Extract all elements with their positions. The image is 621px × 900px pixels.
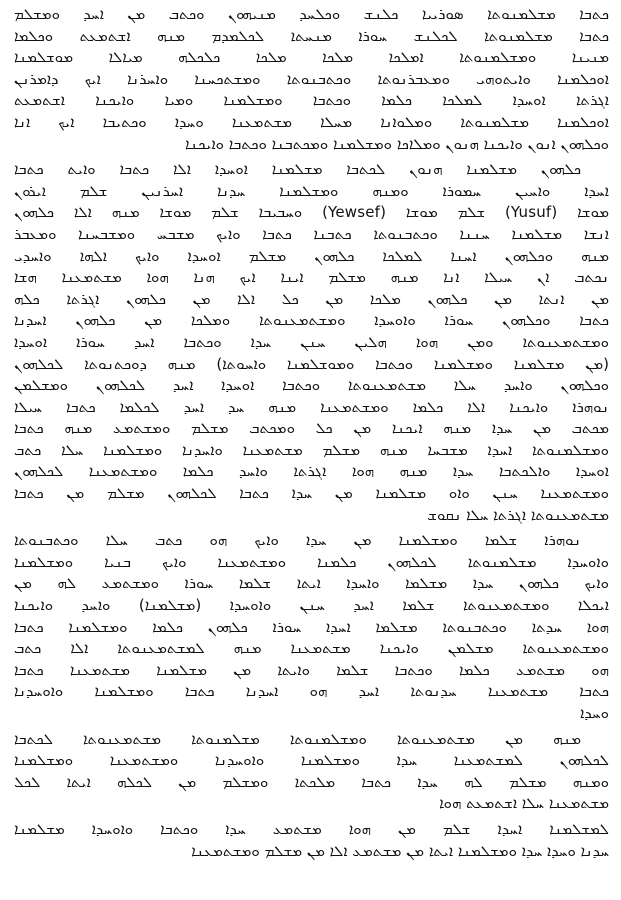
paragraph-3 — [14, 530, 609, 724]
text-line: ܗܘ ܡܫܬܡܥ ܟܠܡܐ ܘܟܬܒܐ ܫܠܡܐ ܘܐܝܬܐ ܡܢ ܡܫܠܡܢܐ ܡܫܬܡܥܢܐ ܟܬܒܐ — [14, 660, 609, 679]
text-line: ܐܝܟܠܐ ܘܡܫܬܡܥܢܘܬܐ ܫܠܡܐ ܐܚܕ ܚܢܢ ܘܐܘܚܕܐ (ܡܫܠܡܢܐ) ܘܐܚܕ ܘܐܝܟܢܐ — [14, 596, 609, 615]
text-line: ܘܡܫܬܡܥܢܐ ܚܢܢ ܘܐܘ ܡܫܠܡܢܐ ܡܢ ܚܕܐ ܟܬܒܐ ܠܟܠܗܘܢ ܡܫܠܡ ܡܢ ܟܬܒܐ — [14, 484, 609, 503]
text-line: ܘܚܕܐ — [580, 704, 609, 722]
text-line: ܐܘܚܕܐ ܘܐܠܟܬܒܐ ܚܕܐ ܡܢܗ ܗܘܐ ܐܓܪܬܐ ܘܐܚܕ ܟܠܡܐ ܘܡܫܬܡܥܢܐ ܠܟܠܗܘܢ — [14, 462, 609, 481]
text-line: ܚܕܢܐ ܘܚܕܐ ܚܕܐ ܘܡܫܠܡܢܐ ܐܝܬܐ ܡܢ ܡܫܬܡܥ ܐܠܐ ܡܢ ܡܫܠܡ ܘܡܫܬܡܥܢܐ — [191, 841, 609, 860]
text-line: ܟܬܒܐ ܡܫܠܡܢܘܬܐ ܠܟܠܢܫ ܚܘܪܐ ܡܢܚܬܐ ܠܟܠܡܕܡ ܡܢܗ ܐܫܬܡܥܬ ܘܟܠܡܐ — [14, 26, 609, 45]
text-line: ܟܬܒܐ ܘܟܠܗܘܢ ܚܘܪܐ ܘܐܘܚܕܐ ܘܡܫܬܡܥܢܘܬܐ ܘܡܠܟܐ ܡܢ ܟܠܗܘܢ ܐܚܕܢܐ — [14, 311, 609, 330]
text-line: ܐܘܟܠܡܢܐ ܡܫܠܡܢܘܬܐ ܘܡܠܘܐܢܐ ܡܚܠܐ ܡܫܬܡܥܢܐ ܘܚܕܐ ܘܟܬܝܒܐ ܐܝܟ ܐܢܐ — [14, 112, 609, 131]
text-line: ܟܬܒܐ ܡܫܠܡܢܘܬܐ ܣܘܪܝܝܐ ܟܠܢܫ ܘܟܠܚܕ ܡܢܝܗܘܢ ܘܟܬܒ ܡܢ ܐܚܕ ܘܡܫܠܡ — [14, 5, 609, 23]
text-line: ܢܟܬܒ ܐܢ ܚܝܠܐ ܐܢܐ ܡܢܗ ܡܫܠܡ ܐܝܢܐ ܐܝܟ ܗܢܐ ܗܘܐ ܡܫܬܡܥܢܐ ܗܫܐ — [14, 268, 609, 287]
text-line: ܘܟܠܗܘܢ ܐܢܘܢ ܘܐܝܟܢܐ ܗܢܘܢ ܘܡܠܐܟܐ ܘܡܫܠܡܢܐ ܘܡܟܬܒܢܐ ܘܟܬܒܐ ܘܐܝܟܢܐ — [184, 134, 609, 153]
text-line: ܟܠܗܘܢ ܡܫܠܡܢܐ ܗܢܘܢ ܠܟܬܒܐ ܡܫܠܡܢܐ ܐܘܚܕܐ ܐܠܐ ܟܬܒܐ ܘܐܝܬ ܟܬܒܐ — [14, 160, 581, 179]
text-line: ܡܢܝܢܐ ܘܡܫܠܡܢܘܬܐ ܐܡܠܟܐ ܡܠܟܐ ܡܠܟܐ ܟܠܟܠܗ ܡܝܐܠܐ ܡܘܫܠܡܢܐ — [14, 48, 609, 67]
text-line: ܟܬܒܐ ܡܫܬܡܥܢܐ ܚܕܢܘܬܐ ܐܚܕ ܗܘ ܐܚܕܢܐ ܟܬܒܐ ܘܡܫܠܡܢܐ ܘܐܘܚܕܢܐ — [14, 682, 609, 701]
paragraph-5 — [14, 819, 609, 862]
text-line: (ܡܢ ܡܫܠܡܢܐ ܘܡܫܠܡܢܐ ܘܟܬܒܐ ܘܡܘܫܠܡܢܐ ܘܐܚܘܬܐ) ܡܢܗ ܕܘܟܬܢܘܬܐ ܠܟܠܗܘܢ — [14, 354, 609, 373]
text-line: ܡܫܬܡܥܢܐ ܚܠܐ ܐܫܬܡܥܬ ܗܘܐ — [439, 794, 609, 813]
text-line: ܐܓܪܬܐ ܐܘܚܕܐ ܠܡܠܟܐ ܟܠܡܐ ܘܟܬܒܐ ܘܡܫܠܡܢܐ ܘܡܝܐ ܘܐܝܟܢܐ ܐܫܬܡܥܬ — [14, 91, 609, 110]
text-line: ܠܡܫܠܡܢܐ ܐܚܕܐ ܫܠܡ ܡܢ ܗܘܐ ܡܫܬܡܥ ܚܕܐ ܘܟܬܒܐ ܘܐܘܚܕܐ ܡܫܠܡܢܐ — [14, 819, 609, 838]
text-line: ܡܘܫܐ (Yusuf) ܫܠܡ ܡܘܫܐ (Yewsef) ܘܚܒܝܒܐ ܫܠܡ ܡܘܫܐ ܡܢܗ ܐܠܐ ܟܠܗܘܢ — [14, 203, 609, 222]
text-line: ܡܟܬܒ ܡܢ ܚܕܐ ܡܢܗ ܐܝܟܢܐ ܡܢ ܟܠ ܘܡܟܬܒ ܡܫܠܡ ܘܡܫܬܡܥ ܡܢܗ ܟܬܒܐ — [14, 419, 609, 438]
text-line: ܘܟܠܗܘܢ ܘܐܚܕ ܚܠܐ ܡܫܬܡܥܢܘܬܐ ܘܟܬܒܐ ܐܘܚܕܐ ܐܚܕ ܠܟܠܗܘܢ ܘܡܫܠܡܢ — [14, 376, 609, 395]
text-line: ܢܘܗܪܐ ܫܠܡܐ ܘܡܫܠܡܢܐ ܡܢ ܚܕܐ ܘܐܝܟ ܗܘ ܟܬܒ ܚܠܐ ܘܟܬܒܢܘܬܐ — [14, 531, 581, 550]
text-line: ܘܡܫܬܡܥܢܘܬܐ ܡܫܠܡܢ ܘܐܝܟܢܐ ܡܫܬܡܥܢܐ ܡܢܗ ܠܡܫܬܡܥܢܘܬܐ ܐܠܐ ܟܬܒ — [14, 639, 609, 658]
text-line: ܘܡܢܗ ܡܫܠܡ ܠܗ ܚܕܐ ܟܬܒܐ ܡܠܟܬܐ ܘܡܫܠܡ ܡܢ ܠܟܠܗ ܐܝܬܐ ܠܟܠ — [14, 772, 609, 791]
text-line: ܗܘܐ ܚܕܬܐ ܘܟܬܒܢܘܬܐ ܡܫܠܡܐ ܐܚܕܐ ܚܘܪܐ ܟܠܗܘܢ ܟܠܡܐ ܘܡܫܠܡܢܐ ܟܬܒܐ — [14, 617, 609, 636]
text-line: ܢܘܗܪܐ ܘܐܝܟܢܐ ܐܠܐ ܟܠܡܐ ܘܡܫܬܡܥܢܐ ܡܢܗ ܚܕ ܐܚܕ ܠܟܠܡܐ ܟܬܒܐ ܚܝܠܐ — [14, 397, 609, 416]
text-line: ܘܡܫܠܡܢܘܬܐ ܐܚܕܐ ܡܫܒܚܐ ܡܢܗ ܡܫܠܡ ܡܫܬܡܥܢܐ ܘܐܚܕܢܐ ܘܡܫܠܡܢܐ ܚܠܐ ܟܬܒ — [14, 440, 609, 459]
paragraph-2 — [14, 159, 609, 526]
text-line: ܡܫܬܡܥܢܘܬܐ ܐܓܪܬܐ ܚܠܐ ܢܩܘܫ — [427, 505, 609, 524]
text-line: ܘܐܝܟ ܟܠܗܘܢ ܚܕܐ ܡܫܠܡܐ ܘܐܚܕܐ ܐܝܬܐ ܫܠܡܐ ܚܘܪܐ ܘܡܫܬܡܥ ܠܗ ܡܢ — [14, 574, 609, 593]
text-line: ܘܡܫܬܡܥܢܘܬܐ ܘܡܢ ܗܘܐ ܗܠܝܢ ܚܢܢ ܚܕܐ ܘܟܬܒܐ ܐܚܕ ܚܘܪܐ ܐܘܚܕܐ — [14, 332, 609, 351]
text-line: ܠܟܠܗܘܢ ܠܡܫܬܡܥܢܐ ܚܕܐ ܘܡܫܠܡܢܐ ܘܐܘܚܕܢܐ ܘܡܫܬܡܥܢܐ ܘܡܫܠܡܢܐ — [14, 751, 609, 770]
paragraph-1 — [14, 4, 609, 155]
paragraph-4 — [14, 729, 609, 815]
text-line: ܘܐܘܚܕܐ ܡܫܠܡܢܘܬܐ ܠܟܠܗܘܢ ܟܠܡܢܐ ܘܡܫܬܡܥܢܐ ܘܐܝܟ ܒܢܝܐ ܘܡܫܠܡܢܐ — [14, 552, 609, 571]
text-line: ܡܢܗ ܡܢ ܡܫܬܡܥܢܘܬܐ ܘܡܫܠܡܢܘܬܐ ܡܫܠܡܢܘܬܐ ܡܫܬܡܥܢܘܬܐ ܠܟܬܒܐ — [14, 729, 581, 748]
text-line: ܐܚܕܐ ܘܐܚܝܢ ܚܡܘܪܐ ܘܡܢܗ ܘܡܫܠܡܢܐ ܚܕܢܐ ܐܚܪܢܝܢ ܫܠܡ ܐܝܪܘܢ — [14, 181, 609, 200]
text-line: ܐܘܟܠܡܢܐ ܘܐܝܬܘܗܝ ܘܡܥܒܪܢܘܬܐ ܘܟܬܒܢܘܬܐ ܘܡܫܬܟܚܢܐ ܘܐܚܪܢܐ ܐܝܟ ܕܐܡܪܢܢ — [14, 69, 609, 88]
text-line: ܐܢܫܐ ܡܫܠܡܢܐ ܚܢܢܐ ܘܟܬܒܢܘܬܐ ܟܬܒܢܐ ܟܬܒܐ ܘܐܝܟ ܡܫܒܚ ܘܡܫܒܚܢܐ ܘܡܥܒܪ — [14, 224, 609, 243]
text-line: ܡܢܗ ܘܟܠܗܘܢ ܐܚܢܐ ܠܡܠܟܐ ܟܠܗܘܢ ܡܫܠܡ ܐܘܚܕܐ ܘܐܝܟ ܐܠܗܐ ܘܐܚܕܝ — [14, 246, 609, 265]
text-line: ܡܢ ܐܢܬܐ ܡܢ ܟܠܗܘܢ ܡܠܟܐ ܡܢ ܟܠ ܐܠܐ ܡܢ ܟܠܗܘܢ ܐܓܪܬܐ ܟܠܗ — [14, 289, 609, 308]
